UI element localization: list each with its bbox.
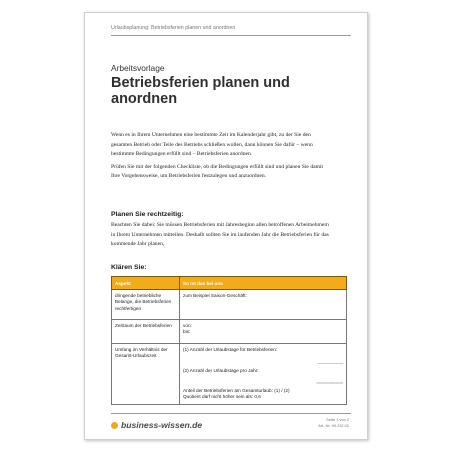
brand-logo	[111, 420, 202, 430]
document-page	[84, 12, 368, 440]
answer-prompt-to: bis:	[183, 329, 191, 335]
calc-line-3: Anteil der Betriebsferien am Gesamturlaub: (1) / (2)	[183, 388, 290, 394]
aspect-cell: Zeitraum der Betriebsferien	[112, 320, 180, 344]
page-title: Betriebsferien planen und anordnen	[111, 75, 290, 107]
table-row	[112, 344, 347, 405]
calc-line-4: Quotient darf nicht höher sein als: 0,6	[183, 394, 261, 400]
footer-divider	[111, 413, 351, 414]
aspect-cell: dringende betriebliche Belange, die Betriebsferien rechtfertigen	[112, 290, 180, 320]
answer-prompt-from: von:	[183, 323, 192, 328]
aspect-cell: Umfang im Verhältnis der Gesamt-Urlaubszeit	[112, 344, 180, 405]
section-text-plan: Beachten Sie dabei: Sie müssen Betriebsferien mit Jahresbeginn allen betroffenen Arbeitnehmern in Ihrem Unternehmen mitteilen. Deshalb sollten Sie im laufenden Jahr die Betriebsferien für das kommende Jahr planen,	[111, 222, 329, 248]
answer-cell[interactable]	[180, 344, 347, 405]
calc-blank-2: ===========	[316, 379, 343, 385]
section-heading-clarify: Klären Sie:	[111, 264, 147, 271]
running-header: Urlaubsplanung: Betriebsferien planen und anordnen	[111, 25, 236, 31]
column-header-status: So ist das bei uns	[180, 277, 347, 290]
header-divider	[111, 35, 351, 36]
answer-cell[interactable]	[180, 320, 347, 344]
column-header-aspect: Aspekt	[112, 277, 180, 290]
page-info	[318, 417, 349, 429]
table-row	[112, 320, 347, 344]
calc-blank-1: ___________	[317, 359, 343, 365]
table-row	[112, 290, 347, 320]
document-type-label: Arbeitsvorlage	[111, 63, 165, 73]
checklist-table	[111, 276, 347, 405]
intro-paragraph-2: Prüfen Sie mit der folgenden Checkliste, ob die Bedingungen erfüllt sind und planen Sie damit Ihre Vorgehensweise, um Betriebsferien festzulegen und anzuordnen.	[111, 163, 324, 180]
table-header-row	[112, 277, 347, 290]
intro-paragraph-1: Wenn es in Ihrem Unternehmen eine bestimmte Zeit im Kalenderjahr gibt, zu der Sie den gesamten Betrieb oder Teile des Betriebs schließen wollen, dann können Sie dafür – wenn bestimmte Bedingungen erfüllt sind – Betriebsferien anordnen.	[111, 132, 313, 158]
calc-line-2: (2) Anzahl der Urlaubstage pro Jahr:	[183, 367, 259, 373]
article-number: Art.-Nr. 99.232.02	[318, 423, 349, 428]
answer-cell[interactable]	[180, 290, 347, 320]
intro-text	[111, 131, 329, 185]
brand-dot-icon	[111, 422, 118, 429]
brand-name: business-wissen.de	[121, 420, 203, 430]
answer-prompt: zum Beispiel Saison-Geschäft:	[183, 293, 247, 298]
calc-line-1: (1) Anzahl der Urlaubstage für Betriebsferien:	[183, 347, 278, 352]
page-number: Seite 1 von 2	[326, 417, 349, 422]
section-heading-plan: Planen Sie rechtzeitig:	[111, 211, 184, 218]
